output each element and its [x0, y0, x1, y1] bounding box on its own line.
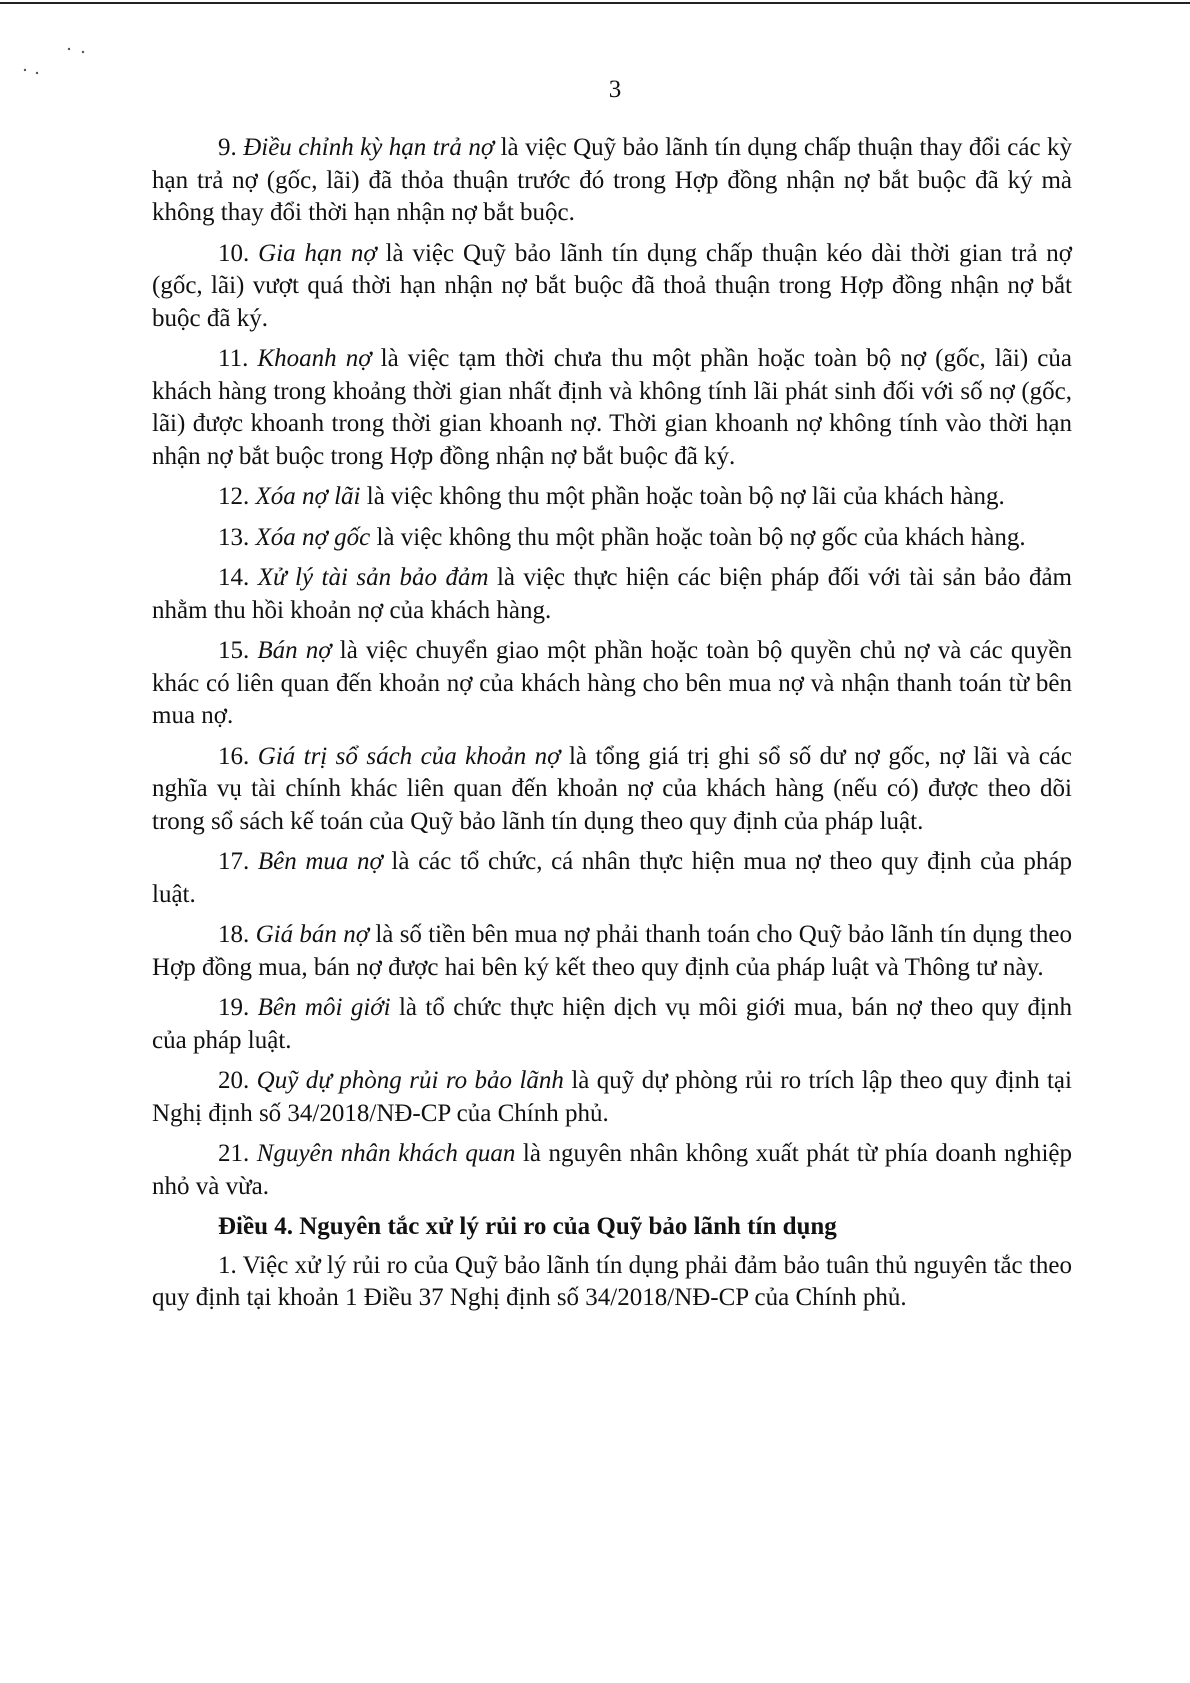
definition-term: Bên môi giới	[257, 994, 391, 1021]
definition-number: 18.	[218, 921, 256, 948]
definition-text: là việc Quỹ bảo lãnh tín dụng chấp thuận kéo dài thời gian trả nợ (gốc, lãi) vượt quá thời hạn nhận nợ bắt buộc đã thoả thuận trong Hợp đồng nhận nợ bắt buộc đã ký.	[152, 239, 1073, 332]
definition-text: là việc không thu một phần hoặc toàn bộ nợ gốc của khách hàng.	[370, 523, 1026, 551]
definition-text: là việc tạm thời chưa thu một phần hoặc toàn bộ nợ (gốc, lãi) của khách hàng trong khoảng thời gian nhất định và không tính lãi phát sinh đối với số nợ (gốc, lãi) được khoanh trong thời gian khoanh nợ. Thời gian khoanh nợ không tính vào thời hạn nhận nợ bắt buộc trong Hợp đồng nhận nợ bắt buộc đã ký.	[152, 345, 1072, 470]
definition-text: là tổng giá trị ghi sổ số dư nợ gốc, nợ lãi và các nghĩa vụ tài chính khác liên quan đến khoản nợ của khách hàng (nếu có) được theo dõi trong sổ sách kế toán của Quỹ bảo lãnh tín dụng theo quy định của pháp luật.	[152, 742, 1073, 835]
definition-text: là nguyên nhân không xuất phát từ phía doanh nghiệp nhỏ và vừa.	[152, 1140, 1073, 1200]
definition-text: là việc không thu một phần hoặc toàn bộ nợ lãi của khách hàng.	[360, 483, 1005, 510]
definition-number: 16.	[218, 742, 258, 770]
definition-number: 20.	[218, 1067, 257, 1094]
definition-term: Xóa nợ gốc	[255, 523, 371, 551]
definition-term: Bán nợ	[257, 637, 332, 664]
definition-term: Giá bán nợ	[255, 921, 370, 948]
definition-paragraph	[152, 522, 1072, 555]
definition-number: 14.	[218, 564, 258, 591]
definition-paragraph	[152, 132, 1072, 230]
definition-text: là việc chuyển giao một phần hoặc toàn bộ quyền chủ nợ và các quyền khác có liên quan đến khoản nợ của khách hàng cho bên mua nợ và nhận thanh toán từ bên mua nợ.	[152, 637, 1073, 729]
definition-paragraph	[152, 562, 1072, 627]
definition-paragraph	[152, 1138, 1072, 1203]
definition-paragraph	[152, 635, 1072, 733]
speck	[82, 51, 84, 53]
speck	[36, 72, 38, 74]
definition-term: Điều chỉnh kỳ hạn trả nợ	[243, 134, 495, 161]
definition-number: 11.	[218, 345, 258, 372]
speck	[68, 48, 70, 50]
definition-text: là việc thực hiện các biện pháp đối với tài sản bảo đảm nhằm thu hồi khoản nợ của khách hàng.	[152, 564, 1072, 624]
document-body	[152, 132, 1072, 1323]
definition-number: 19.	[218, 994, 258, 1021]
article-paragraph: 1. Việc xử lý rủi ro của Quỹ bảo lãnh tín dụng phải đảm bảo tuân thủ nguyên tắc theo quy định tại khoản 1 Điều 37 Nghị định số 34/2018/NĐ-CP của Chính phủ.	[152, 1251, 1072, 1311]
definition-term: Gia hạn nợ	[258, 239, 377, 267]
top-edge-rule	[0, 2, 1190, 4]
definition-paragraph	[152, 238, 1072, 336]
definition-text: là tổ chức thực hiện dịch vụ môi giới mua, bán nợ theo quy định của pháp luật.	[152, 994, 1073, 1054]
definition-number: 15.	[218, 637, 258, 664]
definition-paragraph	[152, 481, 1072, 514]
definition-number: 12.	[218, 483, 256, 510]
definition-text: là các tổ chức, cá nhân thực hiện mua nợ theo quy định của pháp luật.	[152, 848, 1073, 908]
definition-term: Khoanh nợ	[257, 345, 372, 372]
definition-paragraph	[152, 992, 1072, 1057]
definition-number: 10.	[218, 239, 259, 267]
definition-text: là quỹ dự phòng rủi ro trích lập theo quy định tại Nghị định số 34/2018/NĐ-CP của Chính phủ.	[152, 1067, 1072, 1127]
definition-text: là số tiền bên mua nợ phải thanh toán cho Quỹ bảo lãnh tín dụng theo Hợp đồng mua, bán nợ được hai bên ký kết theo quy định của pháp luật và Thông tư này.	[152, 921, 1072, 981]
definition-term: Xóa nợ lãi	[255, 483, 361, 510]
definition-term: Giá trị sổ sách của khoản nợ	[257, 742, 561, 770]
definition-paragraph	[152, 1065, 1072, 1130]
article-heading: Điều 4. Nguyên tắc xử lý rủi ro của Quỹ bảo lãnh tín dụng	[218, 1213, 837, 1240]
speck	[24, 69, 26, 71]
definition-number: 13.	[218, 523, 256, 551]
definition-term: Xử lý tài sản bảo đảm	[257, 564, 489, 591]
definition-number: 9.	[218, 134, 244, 161]
definition-paragraph	[152, 919, 1072, 984]
page-number: 3	[608, 76, 622, 103]
definition-paragraph	[152, 741, 1072, 839]
definition-paragraph	[152, 846, 1072, 911]
definition-term: Quỹ dự phòng rủi ro bảo lãnh	[256, 1067, 564, 1094]
definition-term: Nguyên nhân khách quan	[256, 1140, 516, 1167]
definition-number: 17.	[218, 848, 258, 875]
definition-text: là việc Quỹ bảo lãnh tín dụng chấp thuận thay đổi các kỳ hạn trả nợ (gốc, lãi) đã thỏa thuận trước đó trong Hợp đồng nhận nợ bắt buộc đã ký mà không thay đổi thời hạn nhận nợ bắt buộc.	[152, 134, 1072, 226]
definition-term: Bên mua nợ	[257, 848, 383, 875]
definition-paragraph	[152, 343, 1072, 473]
definition-number: 21.	[218, 1140, 257, 1167]
